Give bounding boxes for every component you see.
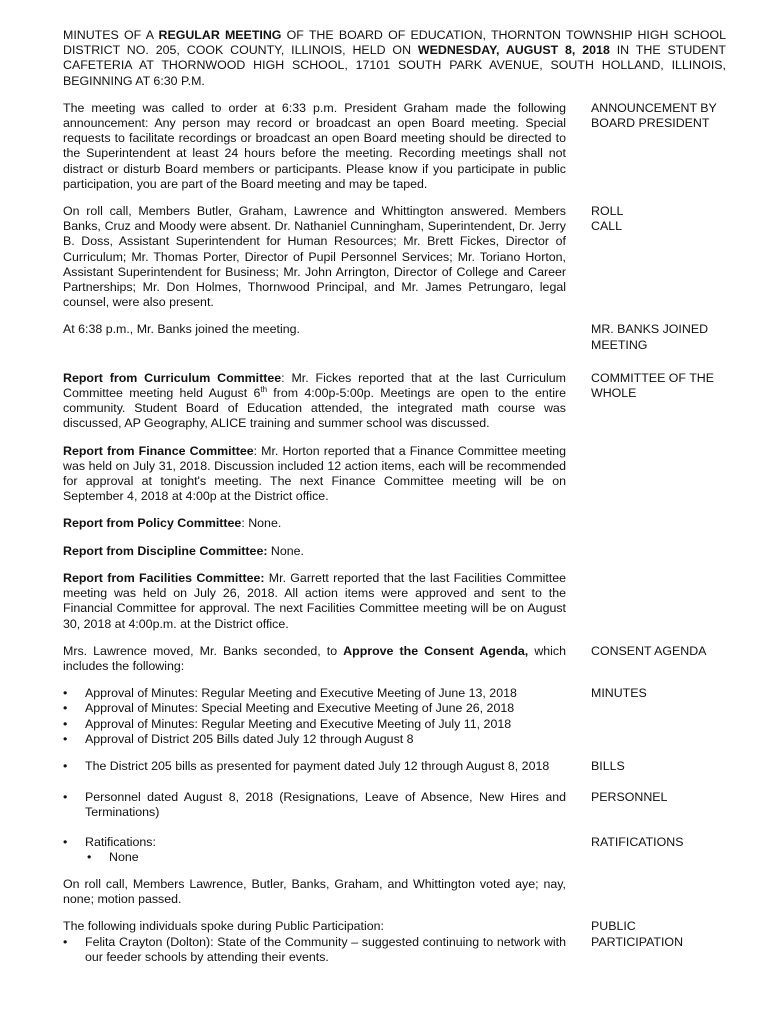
header-text: MINUTES OF A	[63, 28, 159, 42]
list-item-text: Approval of Minutes: Special Meeting and Executive Meeting of June 26, 2018	[85, 701, 515, 716]
ratifications-subitem: None	[109, 849, 139, 864]
finance-report-text: : Mr. Horton reported that a Finance Committee meeting was held on July 31, 2018. Discussion included 12 action items, each will be recommended for approval at tonight's meeting. The next Finance Committee meeting will be on September 4, 2018 at 4:00p at the District office.	[63, 443, 566, 504]
banks-joined-text: At 6:38 p.m., Mr. Banks joined the meeting.	[63, 322, 300, 337]
bullet: •	[63, 834, 68, 849]
discipline-report	[63, 544, 566, 559]
consent-action: Approve the Consent Agenda,	[343, 643, 529, 658]
ordinal-suffix: th	[260, 384, 268, 394]
list-item	[63, 850, 566, 865]
bullet: •	[63, 790, 68, 805]
minutes-label: MINUTES	[591, 686, 647, 701]
section-public-participation	[63, 919, 726, 965]
roll-call-label: ROLL CALL	[591, 204, 623, 234]
policy-report	[63, 516, 566, 531]
vote-text: On roll call, Members Lawrence, Butler, Banks, Graham, and Whittington voted aye; nay, none; motion passed.	[63, 876, 566, 907]
list-item-text: Approval of District 205 Bills dated July 12 through August 8	[85, 731, 414, 746]
consent-motion	[63, 644, 566, 674]
discipline-report-title: Report from Discipline Committee:	[63, 543, 268, 558]
public-participation-label: PUBLIC PARTICIPATION	[591, 919, 684, 949]
list-item	[63, 686, 566, 701]
facilities-report	[63, 571, 566, 632]
consent-text: Mrs. Lawrence moved, Mr. Banks seconded, to	[63, 643, 344, 658]
document-header	[63, 28, 726, 89]
minutes-page	[63, 28, 726, 977]
section-banks-joined	[63, 322, 726, 352]
list-item	[63, 701, 566, 716]
curriculum-report-text: from 4:00p-5:00p. Meetings are open to the entire community. Student Board of Education attended, the integrated math course was discussed, AP Geography, ALICE training and summer school was discussed.	[63, 386, 566, 431]
header-meeting-date: WEDNESDAY, AUGUST 8, 2018	[417, 43, 610, 58]
public-participation-speaker: Felita Crayton (Dolton): State of the Community – suggested continuing to network with our feeder schools by attending their events.	[85, 934, 566, 964]
section-roll-call	[63, 204, 726, 310]
bills-text: The District 205 bills as presented for payment dated July 12 through August 8, 2018	[85, 758, 550, 773]
list-item	[63, 759, 566, 774]
ratifications-text: Ratifications:	[85, 834, 156, 849]
bullet: •	[87, 849, 92, 864]
list-item	[63, 717, 566, 732]
announcement-text: The meeting was called to order at 6:33 p.m. President Graham made the following announcement: Any person may record or broadcast an open Board meeting. Special requests to facilitate recordings or broadcast an open Board meeting should be directed to the Superintendent at least 24 hours before the meeting. Recording meetings shall not distract or disturb Board members or participants. Please know if you participate in public participation, you are part of the Board meeting and may be taped.	[63, 100, 566, 191]
ratifications-label: RATIFICATIONS	[591, 834, 684, 849]
personnel-text: Personnel dated August 8, 2018 (Resignations, Leave of Absence, New Hires and Terminations)	[85, 790, 566, 820]
list-item	[63, 935, 566, 965]
consent-label: CONSENT AGENDA	[591, 643, 707, 658]
curriculum-report	[63, 371, 566, 432]
list-item	[63, 790, 566, 820]
section-committee-of-whole	[63, 371, 726, 632]
header-text: IN THE STUDENT CAFETERIA AT THORNWOOD HIGH SCHOOL, 17101 SOUTH PARK AVENUE, SOUTH HOLLAND, ILLINOIS, BEGINNING AT 6:30 P.M.	[63, 43, 726, 88]
policy-report-title: Report from Policy Committee	[63, 516, 242, 531]
roll-call-text: On roll call, Members Butler, Graham, Lawrence and Whittington answered. Members Banks, Cruz and Moody were absent. Dr. Nathaniel Cunningham, Superintendent, Dr. Jerry B. Doss, Assistant Superintendent for Human Resources; Mr. Brett Fickes, Director of Curriculum; Mr. Thomas Porter, Director of Pupil Personnel Services; Mr. Toriano Horton, Assistant Superintendent for Business; Mr. John Arrington, Director of College and Career Partnerships; Mr. Don Holmes, Thornwood Principal, and Mr. James Petrungaro, legal counsel, were also present.	[63, 204, 566, 310]
bullet: •	[63, 731, 68, 746]
minutes-list	[63, 686, 566, 747]
section-consent-agenda	[63, 644, 726, 674]
curriculum-report-title: Report from Curriculum Committee	[63, 370, 282, 385]
announcement-label: ANNOUNCEMENT BY BOARD PRESIDENT	[591, 100, 717, 131]
bullet: •	[63, 934, 68, 949]
bullet: •	[63, 686, 68, 701]
discipline-report-text: None.	[267, 543, 304, 558]
finance-report	[63, 444, 566, 505]
list-item-text: Approval of Minutes: Regular Meeting and Executive Meeting of July 11, 2018	[85, 716, 512, 731]
committee-label: COMMITTEE OF THE WHOLE	[591, 370, 714, 401]
list-item	[63, 835, 566, 850]
section-personnel	[63, 790, 726, 820]
bills-label: BILLS	[591, 758, 625, 773]
consent-text: which includes the following:	[63, 643, 567, 673]
section-minutes	[63, 686, 726, 747]
section-ratifications	[63, 835, 726, 865]
list-item-text: Approval of Minutes: Regular Meeting and Executive Meeting of June 13, 2018	[85, 686, 517, 701]
list-item	[63, 732, 566, 747]
public-participation-intro: The following individuals spoke during Public Participation:	[63, 919, 384, 934]
header-meeting-type: REGULAR MEETING	[158, 28, 282, 42]
bullet: •	[63, 716, 68, 731]
personnel-label: PERSONNEL	[591, 790, 668, 805]
header-text: OF THE BOARD OF EDUCATION, THORNTON TOWNSHIP HIGH SCHOOL DISTRICT NO. 205, COOK COUNTY, ILLINOIS, HELD ON	[63, 28, 726, 58]
facilities-report-title: Report from Facilities Committee:	[63, 570, 265, 585]
bullet: •	[63, 701, 68, 716]
finance-report-title: Report from Finance Committee	[63, 443, 254, 458]
policy-report-text: : None.	[241, 516, 282, 531]
section-announcement	[63, 101, 726, 192]
banks-joined-label: MR. BANKS JOINED MEETING	[591, 322, 709, 352]
bullet: •	[63, 758, 68, 773]
curriculum-report-text: : Mr. Fickes reported that at the last Curriculum Committee meeting held August 6	[63, 370, 567, 401]
section-vote	[63, 877, 726, 907]
facilities-report-text: Mr. Garrett reported that the last Facilities Committee meeting was held on July 26, 2018. All action items were approved and sent to the Financial Committee for approval. The next Facilities Committee meeting will be on August 30, 2018 at 4:00p.m. at the District office.	[63, 570, 566, 631]
section-bills	[63, 759, 726, 774]
